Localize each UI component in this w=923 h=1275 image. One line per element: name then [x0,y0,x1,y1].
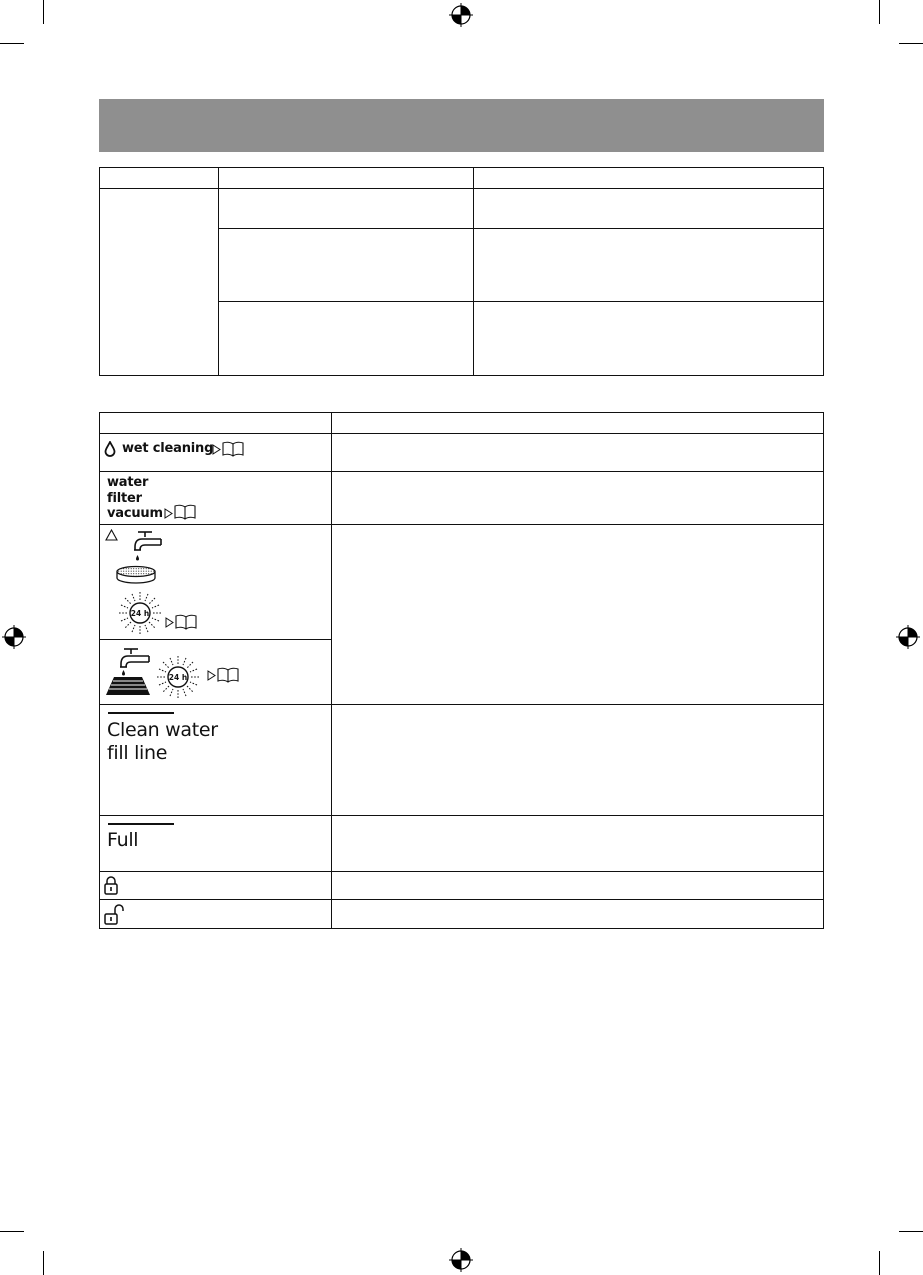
play-arrow-icon [212,444,221,455]
crop-mark [899,43,923,44]
table-cell [218,228,474,302]
water-label: water [107,475,149,490]
table-cell [331,704,824,816]
registration-mark-icon [449,3,473,27]
registration-mark-icon [2,625,26,649]
crop-mark [879,1251,880,1275]
table-cell [331,471,824,525]
section-header-bar [99,99,824,152]
crop-mark [899,1231,923,1232]
water-drop-icon [104,441,116,457]
full-label: Full [107,829,139,851]
fill-line-label: fill line [107,742,168,764]
table-cell [331,871,824,900]
table-cell [331,433,824,472]
table-cell [473,301,824,376]
manual-book-icon [222,441,244,457]
filter-disc-icon [115,565,157,586]
full-line-marker [108,823,174,825]
crop-mark [0,1231,24,1232]
manual-book-icon [174,504,196,520]
table-cell [218,301,474,376]
table-header-cell [473,167,824,189]
brush-roller-icon [104,675,152,697]
crop-mark [0,43,24,44]
timer-24h-label: 24 h [168,673,188,682]
table-cell [331,899,824,929]
table-row [99,871,332,900]
table-cell [218,188,474,229]
wet-cleaning-label: wet cleaning [122,441,214,456]
table-header-cell [218,167,474,189]
crop-mark [43,1251,44,1275]
lock-open-icon [104,903,126,925]
water-tap-icon [128,529,162,565]
crop-mark [43,0,44,24]
water-tap-icon [114,647,150,677]
lock-closed-icon [104,876,118,895]
play-arrow-icon [164,508,173,519]
play-arrow-icon [207,670,216,681]
timer-24h-icon [156,655,200,699]
timer-24h-label: 24 h [130,609,150,618]
fill-line-marker [108,712,174,714]
registration-mark-icon [896,625,920,649]
table-header-cell [99,412,332,434]
clean-water-label: Clean water [107,719,218,741]
table-header-cell [331,412,824,434]
registration-mark-icon [449,1248,473,1272]
crop-mark [879,0,880,24]
filter-label: filter [107,491,142,506]
table-cell [99,188,219,376]
table-cell [331,815,824,872]
table-row [99,899,332,929]
table-cell [473,188,824,229]
vacuum-label: vacuum [107,506,163,521]
timer-24h-icon [118,591,162,635]
table-cell [331,524,824,705]
manual-book-icon [217,667,239,683]
manual-book-icon [175,614,197,630]
warning-triangle-icon [105,529,118,541]
table-header-cell [99,167,219,189]
table-cell [473,228,824,302]
play-arrow-icon [165,617,174,628]
